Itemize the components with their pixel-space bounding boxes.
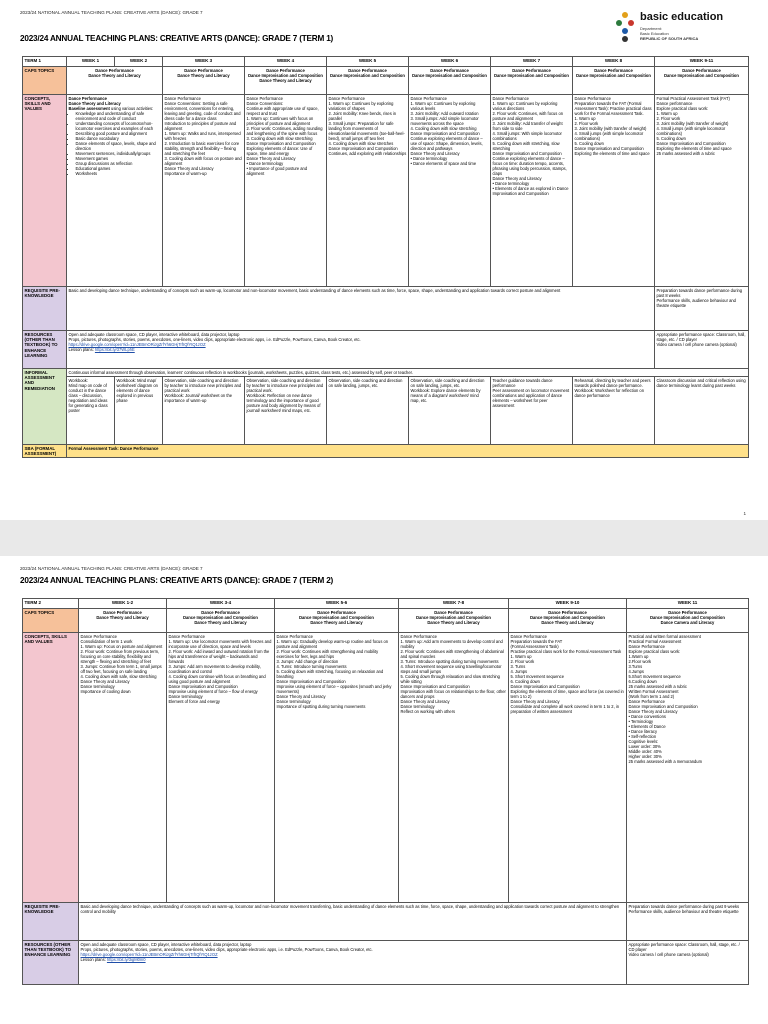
resources-cell: Open and adequate classroom space, CD player, interactive whiteboard, data projector, laptop Props, pictures, photographs, stories, poems, anecdotes, one-liners, video clips, appropriate electronic apps, i.e. EdPuzzle, PowToons, Canva, Book Creator, etc. https://drive.google.com/open?id=11nJEBmORiJgZrfYh6GHjTrfIQfYtQ1zOZ Lesson plans: https://bit.ly/37WLphE — [67, 331, 655, 369]
caps-topic-cell: Dance Performance Dance Improvisation and Composition — [327, 67, 409, 95]
week-header: WEEK 8 — [573, 57, 655, 67]
informal-cell: Workbook: Mind map on code of conduct in the dance class – discussion, negotiation and ideas for generating a class poster — [67, 377, 115, 445]
list-item: • Dance elements of space, levels, shape and direction — [76, 141, 161, 151]
resources-label: RESOURCES (OTHER THAN TEXTBOOK) TO ENHANCE LEARNING — [23, 331, 67, 369]
caps-topics-label: CAPS TOPICS — [23, 67, 67, 95]
list-item: • Understanding concepts of locomotor/non-locomotor exercises and examples of each — [76, 121, 161, 131]
concepts-label: CONCEPTS, SKILLS AND VALUES — [23, 95, 67, 287]
list-item: • Describing good posture and alignment — [76, 131, 161, 136]
requisite-label: REQUISITE PRE-KNOWLEDGE — [23, 287, 67, 331]
week-header: WEEK 6 — [409, 57, 491, 67]
requisite-cell-last: Preparation towards dance performance during past 9 weeks Performance skills, audience behaviour and theatre etiquette — [627, 903, 749, 941]
dbe-logo-mark-icon — [616, 12, 634, 42]
informal-cell: Teacher guidance towards dance performance Peer assessment on locomotor movement combinations and application of dance elements – worksheet for peer assessment — [491, 377, 573, 445]
week-header: WEEK 3 — [163, 57, 245, 67]
concepts-cell-week-8: Dance Performance Preparation towards the FAT (Formal Assessment Task): Practise practical class work for the Formal Assessment Task. 1. Warm up 2. Floor work 3. Joint mobility (with transfer of weight) 4. Small jumps (with simple locomotor combinations) 5. Cooling down Dance Improvisation and Composition Exploring the elements of time and space — [573, 95, 655, 287]
week-header: WEEK 1 — [67, 57, 115, 67]
resources-drive-link[interactable]: https://drive.google.com/open?id=11nJEBmORiJgZrfYh6GHjTrfIQfYtQ1zOZ — [80, 952, 218, 957]
concepts-cell-week-4: Dance Performance Dance Conventions: Continue with appropriate use of space, respect and trust 1. Warm up: Continues with focus on principles of posture and alignment 2. Floor work: Continues, adding rounding and lengthening of the spine with focus 3. Cooling down with slow stretching Dance Improvisation and Composition Exploring elements of dance: Use of space, time and energy Dance Theory and Literacy • Dance terminology • Importance of good posture and alignment — [245, 95, 327, 287]
informal-row — [23, 377, 749, 445]
sba-label: SBA (FORMAL ASSESSMENT) — [23, 445, 67, 458]
requisite-row — [23, 903, 749, 941]
caps-topic-cell: Dance Performance Dance Improvisation and Composition Dance Theory and Literacy — [399, 609, 509, 633]
week-header: WEEK 11 — [627, 599, 749, 609]
caps-topics-label: CAPS TOPICS — [23, 609, 79, 633]
week-header: WEEK 9-10 — [509, 599, 627, 609]
page-title: 2023/24 ANNUAL TEACHING PLANS: CREATIVE ARTS (DANCE): GRADE 7 (TERM 2) — [20, 576, 334, 585]
caps-topic-cell: Dance Performance Dance Improvisation and Composition Dance Theory and Literacy — [509, 609, 627, 633]
informal-cell: Observation, side coaching and direction on safe landing, jumps, etc. — [327, 377, 409, 445]
caps-topic-cell: Dance Performance Dance Improvisation and Composition Dance Camera and Literacy — [627, 609, 749, 633]
caps-topic-cell: Dance Performance Dance Improvisation and Composition Dance Theory and Literacy — [275, 609, 399, 633]
concepts-cell-week-9-10: Dance Performance Preparation towards the FAT (Formal Assessment Task) Practise practical class work for the Formal Assessment Task 1. Warm up 2. Floor work 3. Turns 4. Jumps 5. Short movement sequence 6. Cooling down Dance Improvisation and Composition Exploring the elements of time, space and force (as covered in term 1 to 2) Dance Theory and Literacy Consolidate and complete all work covered in term 1 to 2, in preparation of written assessment — [509, 633, 627, 903]
informal-label: INFORMAL ASSESSMENT AND REMEDIATION — [23, 369, 67, 445]
concepts-label: CONCEPTS, SKILLS AND VALUES — [23, 633, 79, 903]
informal-cell: Rehearsal, directing by teacher and peers towards polished dance performance. Workbook: Worksheet for reflection on dance performance — [573, 377, 655, 445]
lesson-plans-link[interactable]: https://bit.ly/37WLphE — [94, 347, 135, 352]
list-item: • Educational games — [76, 166, 161, 171]
informal-summary: Continuous informal assessment through observation, learners' continuous reflection in workbooks (journals, worksheets, puzzles, quizzes, class tests, etc.) assessed by self, peer or teacher. — [67, 369, 749, 377]
week-header: WEEK 7 — [491, 57, 573, 67]
list-item: • Worksheets — [76, 171, 161, 176]
week-header: WEEK 3-4 — [167, 599, 275, 609]
week-header: WEEK 7-8 — [399, 599, 509, 609]
resources-cell-last: Appropriate performance space: Classroom, hall, stage, etc. / CD player Video camera / cell phone camera (optional) — [627, 941, 749, 985]
dbe-logo — [616, 10, 746, 50]
sba-cell: Formal Assessment Task: Dance Performance — [67, 445, 749, 458]
term2-table — [22, 598, 749, 985]
term2-header-row — [23, 599, 749, 609]
concepts-cell-week-6: Dance Performance 1. Warm up: Continues by exploring various levels 3. Joint mobility: Add outward rotation 3. Small jumps: Add simple locomotor movements across the space 4. Cooling down with slow stretching Dance Improvisation and Composition Continue exploring elements of dance – use of space: Shape, dimension, levels, direction and pathways Dance Theory and Literacy • Dance terminology • Dance elements of space and time — [409, 95, 491, 287]
term-label: TERM 1 — [23, 57, 67, 67]
concepts-cell-week-11: Practical and written formal assessment Practical Formal Assessment Dance Performance Explore practical class work: 1.Warm up 2.Floor work 3.Turns 4.Jumps 5.Short movement sequence 6.Cooling down 25 marks assessed with a rubric Written Formal Assessment (Work from term 1 and 2) Dance Performance Dance Improvisation and Composition Dance Theory and Literacy • Dance conventions • Terminology • Elements of Dance • Dance literacy • Self-reflection Cognitive levels: Lower order: 30% Middle order: 40% Higher order: 30% 25 marks assessed with a memorandum — [627, 633, 749, 903]
concepts-cell-week-1-2: Dance Performance Dance Theory and Literacy Baseline assessment using various activities: • Knowledge and understanding of safe environment and code of conduct • Understanding concepts of locomotor/non-locomotor exercises and examples of each • Describing good posture and alignment • Basic dance vocabulary • Dance elements of space, levels, shape and direction • Movement sentences, individually/groups • Movement games • Group discussions as reflection • Educational games • Worksheets — [67, 95, 163, 287]
concepts-cell-week-7-8: Dance Performance 1. Warm up: Add arm movements to develop control and mobility 2. Floor work: Continues with strengthening of abdominal and spinal muscles 3. Turns: Introduce spotting during turning movements 4. Short movement sequence using travelling/locomotor steps and small jumps 5. Cooling down through relaxation and slow stretching while sitting Dance Improvisation and Composition Improvisation with focus on relationships to the floor, other dancers and props Dance Theory and Literacy Dance terminology Reflect on working with others — [399, 633, 509, 903]
lesson-plans-link[interactable]: https://bit.ly/3igM0m0 — [106, 957, 146, 962]
list-item: • Basic dance vocabulary — [76, 136, 161, 141]
resources-row — [23, 941, 749, 985]
list-item: • Movement sentences, individually/groups — [76, 151, 161, 156]
logo-name: basic education — [640, 11, 724, 23]
week-header: WEEK 4 — [245, 57, 327, 67]
informal-cell: Observation, side coaching and direction by teacher to introduce new principles and practical work. Workbook: Reflection on new dance terminology and the importance of good posture and body alignment by means of journal/ worksheet/ mind maps, etc. — [245, 377, 327, 445]
sba-row — [23, 445, 749, 458]
caps-topics-row — [23, 67, 749, 95]
week-header: WEEK 5 — [327, 57, 409, 67]
caps-topic-cell: Dance Performance Dance Improvisation and Composition Dance Theory and Literacy — [245, 67, 327, 95]
informal-cell: Observation, side coaching and direction on safe landing, jumps, etc. Workbook: Explore dance elements by means of a diagram/ worksheet/ mind map, etc. — [409, 377, 491, 445]
page-gap — [0, 520, 768, 556]
concepts-cell-week-3-4: Dance Performance 1. Warm up: Use locomotor movements with freezes and incorporate use of direction, space and levels 2. Floor work: Add inward and outward rotation from the hips and transference of weight – backwards and forwards 3. Jumps: Add arm movements to develop mobility, coordination and control 4. Cooling down continue with focus on breathing and using good posture and alignment Dance Improvisation and Composition Improvise using element of force – flow of energy Dance terminology Element of force and energy — [167, 633, 275, 903]
concepts-cell-week-9-11: Formal Practical Assessment Task (FAT) Dance performance Explore practical class work: 1. Warm up 2. Floor work 3. Joint mobility (with transfer of weight) 4. Small jumps (with simple locomotor combinations) 5. Cooling down Dance Improvisation and Composition Exploring the elements of time and space 25 marks assessed with a rubric — [655, 95, 749, 287]
week-header: WEEK 5-6 — [275, 599, 399, 609]
running-header: 2023/24 NATIONAL ANNUAL TEACHING PLANS: CREATIVE ARTS (DANCE): GRADE 7 — [20, 566, 203, 571]
informal-cell: Workbook: Mind map/ worksheet/ diagram on elements of dance explored in previous phase — [115, 377, 163, 445]
term1-header-row — [23, 57, 749, 67]
requisite-label: REQUISITE PRE-KNOWLEDGE — [23, 903, 79, 941]
list-item: • Knowledge and understanding of safe environment and code of conduct — [76, 111, 161, 121]
caps-topic-cell: Dance Performance Dance Improvisation and Composition — [491, 67, 573, 95]
caps-topic-cell: Dance Performance Dance Improvisation and Composition — [573, 67, 655, 95]
concepts-row — [23, 95, 749, 287]
requisite-row — [23, 287, 749, 331]
resources-row — [23, 331, 749, 369]
resources-cell-last: Appropriate performance space: Classroom, hall, stage, etc. / CD player Video camera / cell phone camera (optional) — [655, 331, 749, 369]
term1-table — [22, 56, 749, 458]
logo-lines: Department: Basic Education REPUBLIC OF SOUTH AFRICA — [640, 26, 699, 41]
caps-topic-cell: Dance Performance Dance Improvisation and Composition — [655, 67, 749, 95]
resources-label: RESOURCES (OTHER THAN TEXTBOOK) TO ENHANCE LEARNING — [23, 941, 79, 985]
caps-topic-cell: Dance Performance Dance Theory and Literacy — [163, 67, 245, 95]
concepts-cell-week-7: Dance Performance 1. Warm up: Continues by exploring various directions 2. Floor work: Continues, with focus on posture and alignment 3. Joint mobility: Add transfer of weight from side to side 4. Small jumps: With simple locomotor combinations 5. Cooling down with stretching, slow stretching Dance Improvisation and Composition Continue exploring elements of dance – focus on time: duration tempo, accents, phrasing using body percussion, stamps, claps Dance Theory and Literacy • Dance terminology • Elements of dance as explored in Dance Improvisation and Composition — [491, 95, 573, 287]
week-header: WEEK 1-2 — [79, 599, 167, 609]
term-label: TERM 2 — [23, 599, 79, 609]
concepts-cell-week-1-2: Dance Performance Consolidation of term 1 work 1. Warm up: Focus on posture and alignment 2. Floor work: Continue from previous term, focusing on core stability, flexibility and strength – flexing and stretching of feet 3. Jumps: Continue from term 1, small jumps off two feet, focusing on safe landing 4. Cooling down with safe, slow stretching Dance Theory and Literacy Dance terminology Importance of cooling down — [79, 633, 167, 903]
caps-topic-cell: Dance Performance Dance Improvisation and Composition — [409, 67, 491, 95]
informal-top-row — [23, 369, 749, 377]
caps-topic-cell: Dance Performance Dance Improvisation and Composition Dance Theory and Literacy — [167, 609, 275, 633]
concepts-cell-week-5-6: Dance Performance 1. Warm up: Gradually develop warm-up routine and focus on posture and alignment 2. Floor work: Continues with strengthening and mobility exercises for feet, legs and hips 3. Jumps: Add change of direction 4. Turns: Introduce turning movements 5. Cooling down with stretching, focusing on relaxation and breathing Dance Improvisation and Composition Improvise using element of force – opposites (smooth and jerky movements) Dance Theory and Literacy Dance terminology Importance of spotting during turning movements — [275, 633, 399, 903]
requisite-cell: Basic and developing dance technique, understanding of concepts such as warm-up, locomotor and non-locomotor movement transferring, basic understanding of dance elements such as time, force, space, shape, understanding and application towards correct posture and alignment to strengthen control and mobility — [79, 903, 627, 941]
baseline-list — [69, 111, 161, 176]
caps-topics-row — [23, 609, 749, 633]
concepts-row — [23, 633, 749, 903]
concepts-cell-week-3: Dance Performance Dance Conventions: Setting a safe environment, conventions for entering, leaving and greeting, code of conduct and dress code for a dance class Introduction to principles of posture and alignment 1. Warm up: Walks and runs, interspersed with freezes 2. Introduction to basic exercises for core stability, strength and flexibility – flexing and stretching the feet 3. Cooling down with focus on posture and alignment Dance Theory and Literacy Importance of warm-up — [163, 95, 245, 287]
requisite-cell: Basic and developing dance technique, understanding of concepts such as warm-up, locomotor and non-locomotor movement, basic understanding of dance elements such as time, force, space, shape, understanding and application towards correct posture and alignment — [67, 287, 655, 331]
page-term-2 — [0, 556, 768, 1024]
informal-cell: Observation, side coaching and direction by teacher to introduce new principles and practical work Workbook: Journal/ worksheet on the importance of warm-up — [163, 377, 245, 445]
informal-cell: Classroom discussion and critical reflection using dance terminology learnt during past weeks — [655, 377, 749, 445]
caps-topic-cell: Dance Performance Dance Theory and Literacy — [79, 609, 167, 633]
caps-topic-cell: Dance Performance Dance Theory and Literacy — [67, 67, 163, 95]
list-item: • Group discussions as reflection — [76, 161, 161, 166]
concepts-cell-week-5: Dance Performance 1. Warm up: Continues by exploring variations of shapes 2. Joint mobility: Knee bends, rises in parallel 3. Small jumps: Preparation for safe landing from movements of elevation/aerial movements (toe-ball-heel-bend), small jumps off two feet 4. Cooling down with slow stretches Dance Improvisation and Composition Continues, add exploring with relationships — [327, 95, 409, 287]
page-title: 2023/24 ANNUAL TEACHING PLANS: CREATIVE ARTS (DANCE): GRADE 7 (TERM 1) — [20, 34, 334, 43]
week-header: WEEK 9-11 — [655, 57, 749, 67]
requisite-cell-last: Preparation towards dance performance during past 8 weeks Performance skills, audience behaviour and theatre etiquette — [655, 287, 749, 331]
week-header: WEEK 2 — [115, 57, 163, 67]
page-number: 1 — [743, 511, 746, 516]
resources-cell: Open and adequate classroom space, CD player, interactive whiteboard, data projector, laptop Props, pictures, photographs, stories, poems, anecdotes, one-liners, video clips, appropriate electronic apps, i.e. EdPuzzle, PowToons, Canva, Book Creator, etc. https://drive.google.com/open?id=11nJEBmORiJgZrfYh6GHjTrfIQfYtQ1zOZ Lesson plans: https://bit.ly/3igM0m0 — [79, 941, 627, 985]
list-item: • Movement games — [76, 156, 161, 161]
running-header: 2023/24 NATIONAL ANNUAL TEACHING PLANS: CREATIVE ARTS (DANCE): GRADE 7 — [20, 10, 203, 15]
resources-drive-link[interactable]: https://drive.google.com/open?id=11nJEBmORiJgZrfYh6GHjTrfIQfYtQ1zOZ — [68, 342, 206, 347]
